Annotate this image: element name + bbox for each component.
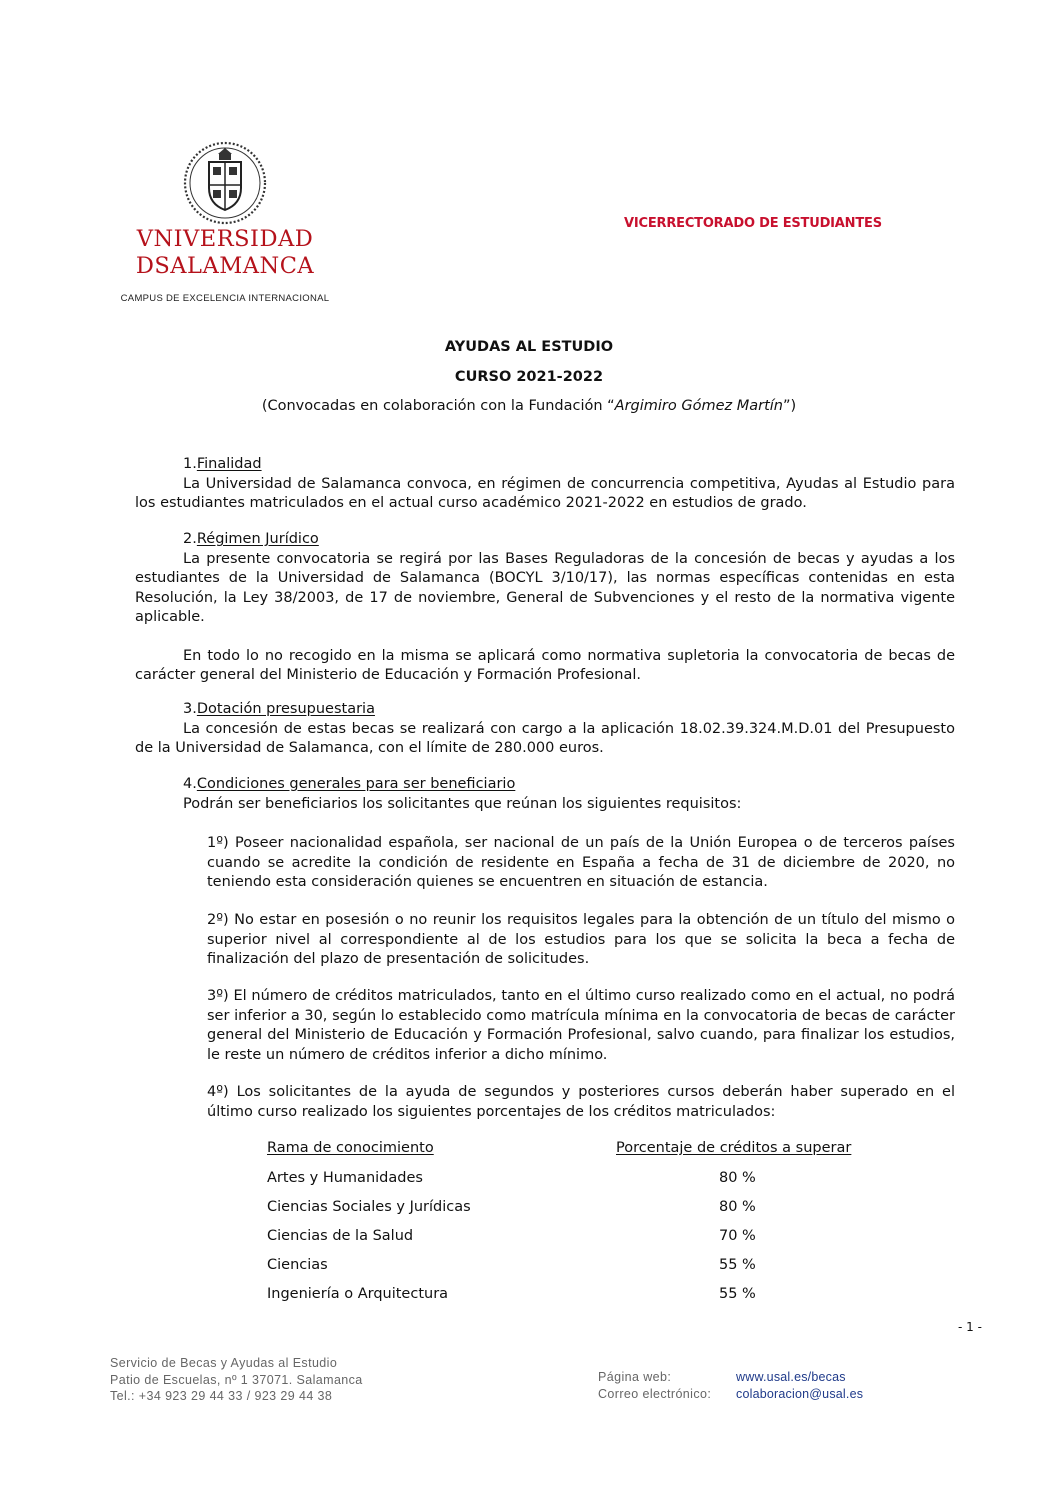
- university-name-line2: DSALAMANCA: [135, 253, 315, 279]
- section-title: Condiciones generales para ser beneficiario: [196, 776, 516, 792]
- university-crest-icon: [182, 140, 268, 226]
- table-cell: 55 %: [719, 1257, 756, 1273]
- document-subtitle: CURSO 2021-2022: [454, 369, 604, 385]
- email-link[interactable]: colaboracion@usal.es: [736, 1386, 864, 1401]
- table-cell: Ciencias de la Salud: [267, 1228, 414, 1244]
- foundation-name: Argimiro Gómez Martín: [614, 398, 783, 414]
- section-number: 4.: [183, 776, 197, 792]
- table-row: [267, 1286, 867, 1306]
- department-header: VICERRECTORADO DE ESTUDIANTES: [624, 216, 882, 231]
- document-note: [0, 398, 1058, 414]
- footer-links: [598, 1369, 863, 1402]
- section-number: 3.: [183, 701, 197, 717]
- section-title: Dotación presupuestaria: [196, 701, 375, 717]
- section-heading: [135, 530, 955, 550]
- university-name-line1: VNIVERSIDAD: [136, 226, 314, 252]
- note-prefix: (Convocadas en colaboración con la Fundación “: [261, 398, 615, 414]
- section-4: [135, 775, 955, 814]
- email-label: Correo electrónico:: [598, 1386, 712, 1401]
- table-cell: 70 %: [719, 1228, 756, 1244]
- table-header-cell: Porcentaje de créditos a superar: [616, 1140, 852, 1156]
- table-row: [267, 1228, 867, 1248]
- table-header-cell: Rama de conocimiento: [267, 1140, 434, 1156]
- table-cell: Ciencias Sociales y Jurídicas: [267, 1199, 471, 1215]
- document-title: AYUDAS AL ESTUDIO: [444, 339, 614, 355]
- table-header-row: [267, 1140, 867, 1160]
- requirement-item: 4º) Los solicitantes de la ayuda de segundos y posteriores cursos deberán haber superado en el último curso realizado los siguientes porcentajes de los créditos matriculados:: [207, 1084, 955, 1120]
- table-row: [267, 1257, 867, 1277]
- footer-phone: Tel.: +34 923 29 44 33 / 923 29 44 38: [110, 1389, 333, 1403]
- footer-service: Servicio de Becas y Ayudas al Estudio: [110, 1356, 338, 1370]
- footer-contact: [110, 1355, 363, 1405]
- section-paragraph: La Universidad de Salamanca convoca, en régimen de concurrencia competitiva, Ayudas al Estudio para los estudiantes matriculados en el actual curso académico 2021-2022 en estudios de grado.: [135, 475, 955, 511]
- section-heading: [135, 455, 955, 475]
- table-cell: 55 %: [719, 1286, 756, 1302]
- table-row: [267, 1199, 867, 1219]
- section-3: [135, 700, 955, 759]
- section-paragraph: La presente convocatoria se regirá por las Bases Reguladoras de la concesión de becas y ayudas a los estudiantes de la Universidad de Salamanca (BOCYL 3/10/17), las normas específicas contenidas en esta Resolución, la Ley 38/2003, de 17 de noviembre, General de Subvenciones y el resto de la normativa vigente aplicable.: [135, 550, 955, 625]
- table-cell: Ingeniería o Arquitectura: [267, 1286, 449, 1302]
- table-cell: Ciencias: [267, 1257, 328, 1273]
- requirement-item: 2º) No estar en posesión o no reunir los requisitos legales para la obtención de un título del mismo o superior nivel al correspondiente al de los estudios para los que se solicita la beca a fecha de finalización del plazo de presentación de solicitudes.: [207, 912, 955, 967]
- web-link[interactable]: www.usal.es/becas: [736, 1370, 846, 1384]
- section-paragraph: En todo lo no recogido en la misma se aplicará como normativa supletoria la convocatoria de becas de carácter general del Ministerio de Educación y Formación Profesional.: [135, 647, 955, 683]
- section-paragraph: La concesión de estas becas se realizará con cargo a la aplicación 18.02.39.324.M.D.01 del Presupuesto de la Universidad de Salamanca, con el límite de 280.000 euros.: [135, 720, 955, 756]
- requirement-item: 1º) Poseer nacionalidad española, ser nacional de un país de la Unión Europea o de terceros países cuando se acredite la condición de residente en España a fecha de 31 de diciembre de 2020, no teniendo esta consideración quienes se encuentren en situación de estancia.: [207, 835, 955, 890]
- section-title: Finalidad: [196, 456, 262, 472]
- section-1: [135, 455, 955, 514]
- section-title: Régimen Jurídico: [196, 531, 319, 547]
- table-cell: 80 %: [719, 1170, 756, 1186]
- requirement-item: 3º) El número de créditos matriculados, tanto en el último curso realizado como en el actual, no podrá ser inferior a 30, según lo establecido como matrícula mínima en la convocatoria de becas de carácter general del Ministerio de Educación y Formación Profesional, salvo cuando, para finalizar los estudios, le reste un número de créditos inferior a dicho mínimo.: [207, 988, 955, 1063]
- footer-address: Patio de Escuelas, nº 1 37071. Salamanca: [110, 1372, 363, 1387]
- table-cell: 80 %: [719, 1199, 756, 1215]
- section-paragraph: Podrán ser beneficiarios los solicitantes que reúnan los siguientes requisitos:: [183, 795, 742, 812]
- note-suffix: ”): [783, 398, 797, 414]
- section-2: [135, 530, 955, 686]
- page-number: - 1 -: [958, 1320, 982, 1334]
- table-cell: Artes y Humanidades: [267, 1170, 423, 1186]
- section-number: 2.: [183, 531, 197, 547]
- university-logo: [120, 140, 330, 310]
- section-number: 1.: [183, 456, 197, 472]
- section-heading: [135, 775, 955, 795]
- web-label: Página web:: [598, 1370, 672, 1384]
- table-row: [267, 1170, 867, 1190]
- campus-tagline: CAMPUS DE EXCELENCIA INTERNACIONAL: [120, 293, 330, 304]
- section-heading: [135, 700, 955, 720]
